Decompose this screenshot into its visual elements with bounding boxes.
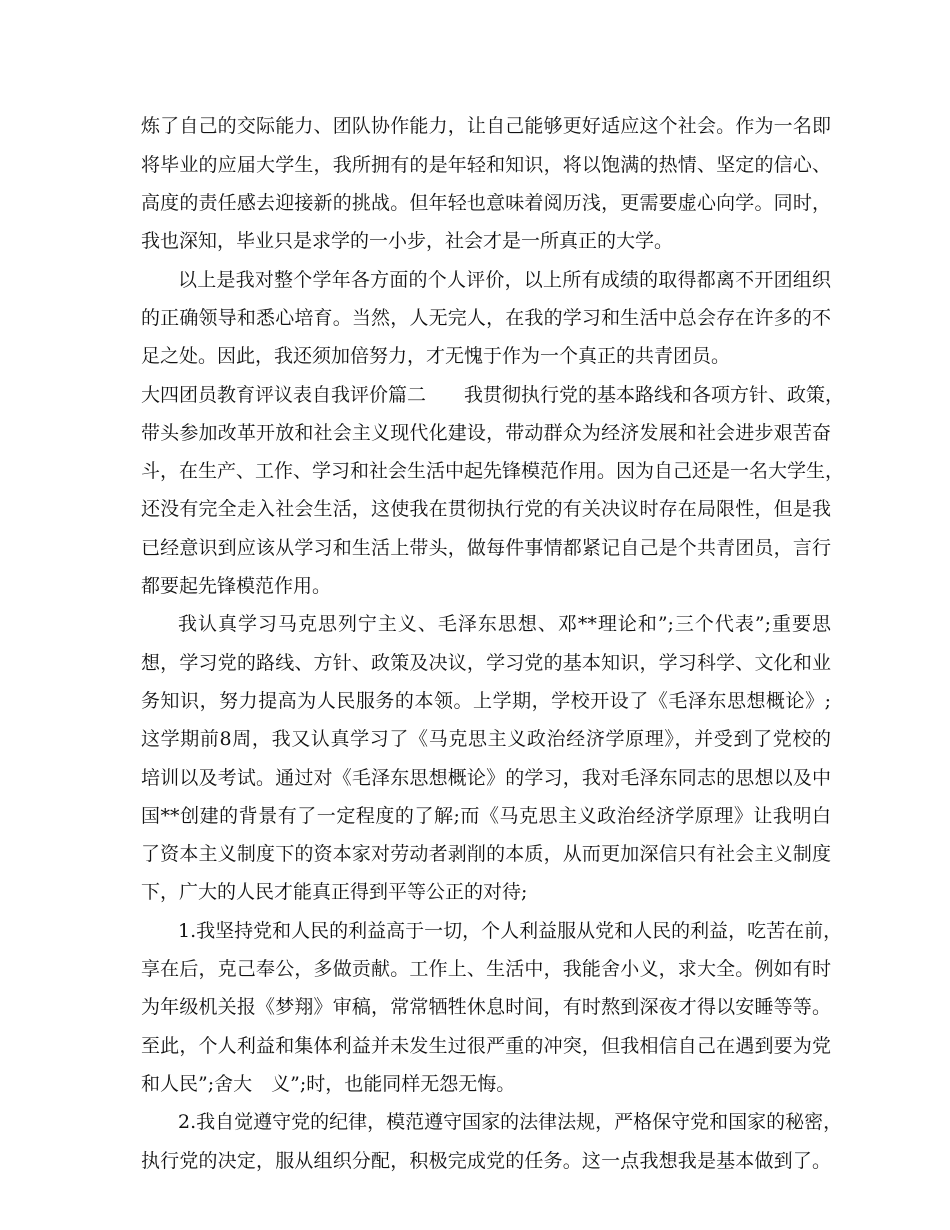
text-line: 下，广大的人民才能真正得到平等公正的对待; xyxy=(141,881,528,903)
text-line: 1.我坚持党和人民的利益高于一切，个人利益服从党和人民的利益，吃苦在前， xyxy=(178,920,843,942)
text-line: 和人民”;舍大 义”;时，也能同样无怨无悔。 xyxy=(141,1073,516,1095)
text-line: 将毕业的应届大学生，我所拥有的是年轻和知识，将以饱满的热情、坚定的信心、 xyxy=(141,154,831,176)
text-line: 国**创建的背景有了一定程度的了解;而《马克思主义政治经济学原理》让我明白 xyxy=(141,805,831,827)
text-line: 2.我自觉遵守党的纪律，模范遵守国家的法律法规，严格保守党和国家的秘密， xyxy=(178,1111,843,1133)
text-line: 为年级机关报《梦翔》审稿，常常牺牲休息时间，有时熬到深夜才得以安睡等等。 xyxy=(141,996,831,1018)
text-line: 想，学习党的路线、方针、政策及决议，学习党的基本知识，学习科学、文化和业 xyxy=(141,652,831,674)
text-line: 执行党的决定，服从组织分配，积极完成党的任务。这一点我想我是基本做到了。 xyxy=(141,1150,831,1172)
text-line: 带头参加改革开放和社会主义现代化建设，带动群众为经济发展和社会进步艰苦奋 xyxy=(141,422,831,444)
text-line: 我认真学习马克思列宁主义、毛泽东思想、邓**理论和”;三个代表”;重要思 xyxy=(178,613,831,635)
text-line: 了资本主义制度下的资本家对劳动者剥削的本质，从而更加深信只有社会主义制度 xyxy=(141,843,831,865)
text-line: 培训以及考试。通过对《毛泽东思想概论》的学习，我对毛泽东同志的思想以及中 xyxy=(141,767,831,789)
text-line: 已经意识到应该从学习和生活上带头，做每件事情都紧记自己是个共青团员，言行 xyxy=(141,537,831,559)
text-line: 高度的责任感去迎接新的挑战。但年轻也意味着阅历浅，更需要虚心向学。同时， xyxy=(141,192,831,214)
text-line: 务知识，努力提高为人民服务的本领。上学期，学校开设了《毛泽东思想概论》; xyxy=(141,690,831,712)
text-line: 都要起先锋模范作用。 xyxy=(141,575,332,597)
text-line: 以上是我对整个学年各方面的个人评价，以上所有成绩的取得都离不开团组织 xyxy=(178,269,831,291)
text-line: 足之处。因此，我还须加倍努力，才无愧于作为一个真正的共青团员。 xyxy=(141,345,731,367)
text-line: 享在后，克己奉公，多做贡献。工作上、生活中，我能舍小义，求大全。例如有时 xyxy=(141,958,831,980)
text-line: 还没有完全走入社会生活，这使我在贯彻执行党的有关决议时存在局限性，但是我 xyxy=(141,498,831,520)
text-line: 大四团员教育评议表自我评价篇二 我贯彻执行党的基本路线和各项方针、政策， xyxy=(141,384,845,406)
text-line: 斗，在生产、工作、学习和社会生活中起先锋模范作用。因为自己还是一名大学生， xyxy=(141,460,845,482)
text-line: 我也深知，毕业只是求学的一小步，社会才是一所真正的大学。 xyxy=(141,230,674,252)
text-line: 这学期前8周，我又认真学习了《马克思主义政治经济学原理》，并受到了党校的 xyxy=(141,728,831,750)
text-line: 的正确领导和悉心培育。当然，人无完人，在我的学习和生活中总会存在许多的不 xyxy=(141,307,831,329)
text-line: 炼了自己的交际能力、团队协作能力，让自己能够更好适应这个社会。作为一名即 xyxy=(141,115,831,137)
text-line: 至此，个人利益和集体利益并未发生过很严重的冲突，但我相信自己在遇到要为党 xyxy=(141,1035,831,1057)
